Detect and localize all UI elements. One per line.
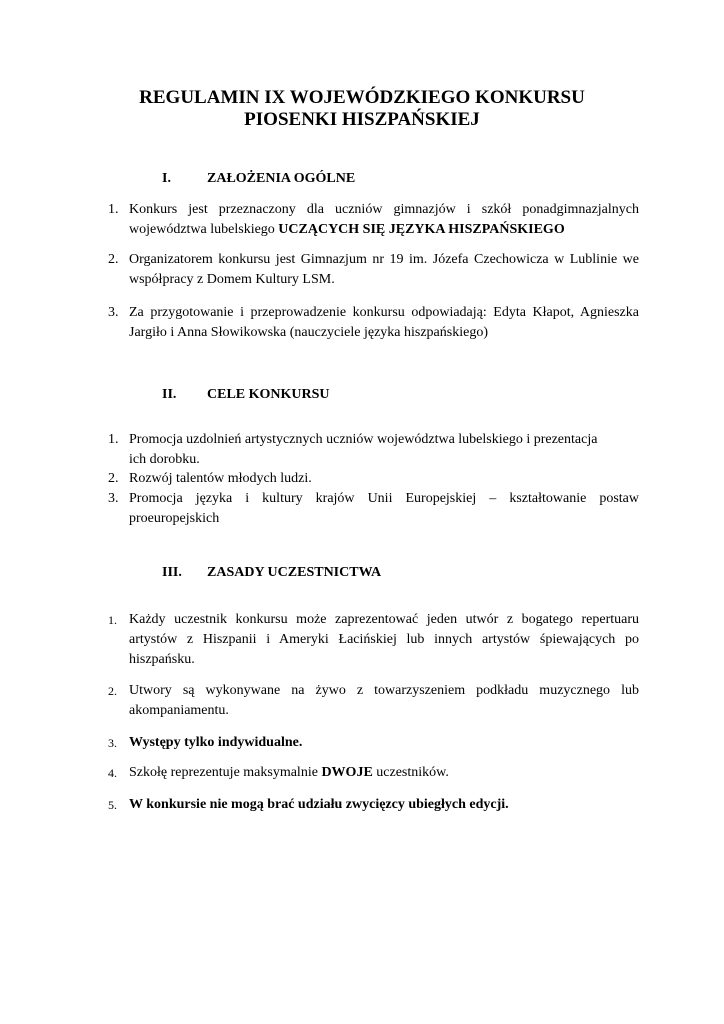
item-text [129, 200, 639, 240]
list-item [108, 733, 639, 753]
list-item [108, 469, 639, 489]
list-item [108, 795, 639, 815]
section-title: ZAŁOŻENIA OGÓLNE [207, 171, 356, 186]
section-heading-2 [162, 386, 330, 404]
section-heading-3 [162, 564, 381, 582]
title-line-2: PIOSENKI HISZPAŃSKIEJ [244, 109, 480, 130]
document-title [0, 87, 724, 131]
item-text: Organizatorem konkursu jest Gimnazjum nr 19 im. Józefa Czechowicza w Lublinie we współpracy z Domem Kultury LSM. [129, 252, 639, 287]
list-item [108, 303, 639, 343]
list-item [108, 200, 639, 240]
item-number: 1. [108, 202, 119, 217]
item-text: Utwory są wykonywane na żywo z towarzyszeniem podkładu muzycznego lub akompaniamentu. [129, 683, 639, 718]
section-number: II. [162, 387, 177, 402]
list-item [108, 430, 639, 470]
section-number: I. [162, 171, 171, 186]
item-text-regular: uczestników. [372, 765, 449, 780]
item-text: Promocja języka i kultury krajów Unii Europejskiej – kształtowanie postaw proeuropejskich [129, 491, 639, 526]
item-number: 1. [108, 432, 119, 447]
section-title: CELE KONKURSU [207, 387, 330, 402]
item-number: 3. [108, 305, 119, 320]
item-text-regular: Szkołę reprezentuje maksymalnie [129, 765, 322, 780]
item-number: 4. [108, 766, 117, 780]
section-title: ZASADY UCZESTNICTWA [207, 565, 382, 580]
list-item [108, 489, 639, 529]
item-text-line-2: ich dorobku. [129, 452, 200, 467]
item-number: 3. [108, 491, 119, 506]
item-text: Rozwój talentów młodych ludzi. [129, 471, 312, 486]
item-text: Za przygotowanie i przeprowadzenie konkursu odpowiadają: Edyta Kłapot, Agnieszka Jargiło i Anna Słowikowska (nauczyciele języka hiszpańskiego) [129, 305, 639, 340]
title-line-1: REGULAMIN IX WOJEWÓDZKIEGO KONKURSU [139, 87, 585, 108]
list-item [108, 763, 639, 783]
section-heading-1 [162, 170, 355, 188]
section-number: III. [162, 565, 182, 580]
list-item [108, 681, 639, 721]
item-text-bold: DWOJE [321, 765, 373, 780]
list-item [108, 250, 639, 290]
item-number: 2. [108, 252, 119, 267]
item-number: 3. [108, 736, 117, 750]
item-text: Każdy uczestnik konkursu może zaprezentować jeden utwór z bogatego repertuaru artystów z Hiszpanii i Ameryki Łacińskiej lub innych artystów śpiewających po hiszpańsku. [129, 612, 639, 667]
item-number: 1. [108, 613, 117, 627]
list-item [108, 610, 639, 670]
item-number: 2. [108, 471, 119, 486]
item-text [129, 763, 639, 783]
item-text: Występy tylko indywidualne. [129, 735, 303, 750]
item-text [129, 430, 639, 470]
item-text-regular: Konkurs jest przeznaczony dla uczniów gimnazjów i szkół ponadgimnazjalnych województwa lubelskiego [129, 202, 639, 237]
item-number: 2. [108, 684, 117, 698]
item-number: 5. [108, 798, 117, 812]
item-text: W konkursie nie mogą brać udziału zwycięzcy ubiegłych edycji. [129, 797, 509, 812]
item-text-bold: UCZĄCYCH SIĘ JĘZYKA HISZPAŃSKIEGO [278, 222, 565, 237]
item-text-line-1: Promocja uzdolnień artystycznych uczniów województwa lubelskiego i prezentacja [129, 432, 598, 447]
